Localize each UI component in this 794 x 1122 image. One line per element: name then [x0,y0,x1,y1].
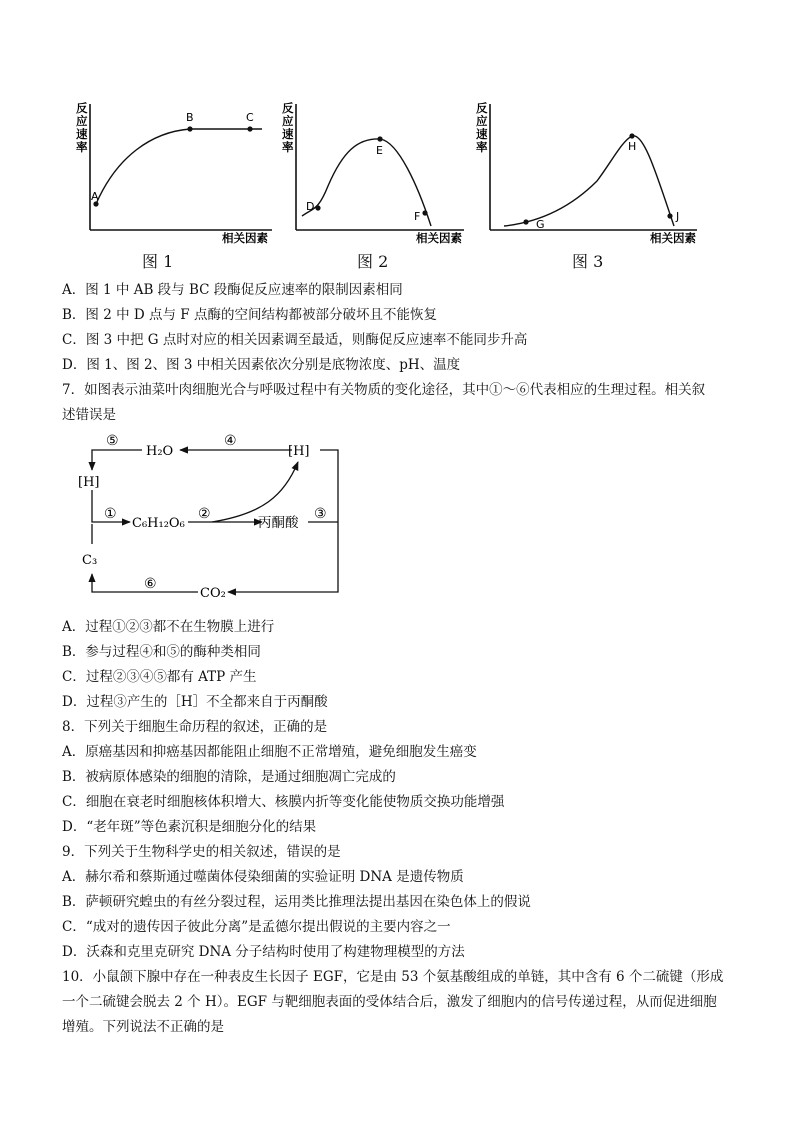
arrow-to-co2 [228,522,338,592]
curve [504,136,674,226]
y-axis-label-4: 率 [476,140,488,154]
label-process-2: ② [198,506,211,522]
y-axis-label-3: 速 [476,127,488,141]
graph-3 [462,96,702,246]
graph-3-svg [462,96,702,246]
point-d [315,205,320,210]
point-j-label: J [676,210,680,223]
y-axis-label-3: 速 [76,127,88,141]
label-water: H₂O [146,444,174,459]
label-process-1: ① [104,506,117,522]
graph-1-svg [62,96,282,246]
graph-1-caption: 图 1 [142,252,174,271]
y-axis-label-1: 反 [476,101,488,115]
point-j [667,213,672,218]
point-c-label: C [246,111,254,124]
label-pyruvate: 丙酮酸 [258,515,299,531]
q8-option-d: D．“老年斑”等色素沉积是细胞分化的结果 [62,819,317,835]
point-a-label: A [91,190,99,203]
y-axis-label-3: 速 [282,127,294,141]
y-axis-label-4: 率 [76,140,88,154]
x-axis-label: 相关因素 [222,231,268,245]
q6-option-d: D．图 1、图 2、图 3 中相关因素依次分别是底物浓度、pH、温度 [62,357,461,373]
point-f [422,210,427,215]
y-axis-label-4: 率 [282,140,294,154]
q7-diagram-svg [62,426,362,611]
label-h-left: [H] [78,475,100,490]
label-co2: CO₂ [200,586,226,601]
point-b-label: B [186,111,194,124]
point-e [377,136,382,141]
q7-stem-line-1: 7．如图表示油菜叶肉细胞光合与呼吸过程中有关物质的变化途径，其中①～⑥代表相应的生理过程。相关叙 [62,382,706,398]
point-e-label: E [376,144,383,157]
q9-option-b: B．萨顿研究蝗虫的有丝分裂过程，运用类比推理法提出基因在染色体上的假说 [62,894,531,910]
q9-stem: 9．下列关于生物科学史的相关叙述，错误的是 [62,844,341,860]
q8-option-c: C．细胞在衰老时细胞核体积增大、核膜内折等变化能使物质交换功能增强 [62,794,505,810]
label-c3: C₃ [82,553,98,568]
q7-option-b: B．参与过程④和⑤的酶种类相同 [62,644,261,660]
point-c [247,126,252,131]
point-b [187,126,192,131]
point-h-label: H [628,140,637,153]
q10-stem-line-2: 一个二硫键会脱去 2 个 H）。EGF 与靶细胞表面的受体结合后，激发了细胞内的信号传递过程，从而促进细胞 [62,994,717,1010]
point-g [523,219,528,224]
q6-option-b: B．图 2 中 D 点与 F 点酶的空间结构都被部分破坏且不能恢复 [62,307,437,323]
arrow-curve-to-h [212,462,298,522]
y-axis-label-1: 反 [76,101,88,115]
x-axis-label: 相关因素 [416,231,462,245]
q8-option-b: B．被病原体感染的细胞的清除，是通过细胞凋亡完成的 [62,769,396,785]
point-g-label: G [536,218,545,231]
graph-3-caption: 图 3 [572,252,604,271]
label-glucose: C₆H₁₂O₆ [132,516,185,531]
q7-option-d: D．过程③产生的［H］不全都来自于丙酮酸 [62,694,328,710]
q7-option-c: C．过程②③④⑤都有 ATP 产生 [62,669,257,685]
label-process-3: ③ [314,506,327,522]
q8-option-a: A．原癌基因和抑癌基因都能阻止细胞不正常增殖，避免细胞发生癌变 [62,744,477,760]
graph-2 [268,96,478,246]
q9-option-c: C．“成对的遗传因子彼此分离”是孟德尔提出假说的主要内容之一 [62,919,451,935]
q9-option-a: A．赫尔希和蔡斯通过噬菌体侵染细菌的实验证明 DNA 是遗传物质 [62,869,464,885]
graph-1 [62,96,282,246]
graph-2-svg [268,96,478,246]
q9-option-d: D．沃森和克里克研究 DNA 分子结构时使用了构建物理模型的方法 [62,944,465,960]
q7-diagram [62,426,362,611]
curve [96,129,262,204]
label-process-5: ⑤ [106,433,119,449]
label-process-6: ⑥ [144,576,157,592]
y-axis-label-2: 应 [476,114,488,128]
point-d-label: D [306,200,315,213]
q7-stem-line-2: 述错误是 [62,407,116,423]
x-axis-label: 相关因素 [650,231,696,245]
label-process-4: ④ [224,433,237,449]
q6-option-c: C．图 3 中把 G 点时对应的相关因素调至最适，则酶促反应速率不能同步升高 [62,332,528,348]
q6-option-a: A．图 1 中 AB 段与 BC 段酶促反应速率的限制因素相同 [62,282,403,298]
y-axis-label-2: 应 [282,114,294,128]
label-h-right: [H] [288,444,310,459]
q10-stem-line-1: 10．小鼠颌下腺中存在一种表皮生长因子 EGF，它是由 53 个氨基酸组成的单链，其中含有 6 个二硫键（形成 [62,969,724,985]
graph-2-caption: 图 2 [357,252,389,271]
q10-stem-line-3: 增殖。下列说法不正确的是 [62,1019,224,1035]
curve [302,139,431,226]
q7-option-a: A．过程①②③都不在生物膜上进行 [62,619,275,635]
arrow-water-to-h [92,450,142,470]
y-axis-label-2: 应 [76,114,88,128]
point-f-label: F [414,210,421,223]
y-axis-label-1: 反 [282,101,294,115]
q8-stem: 8．下列关于细胞生命历程的叙述，正确的是 [62,719,328,735]
point-h [629,133,634,138]
